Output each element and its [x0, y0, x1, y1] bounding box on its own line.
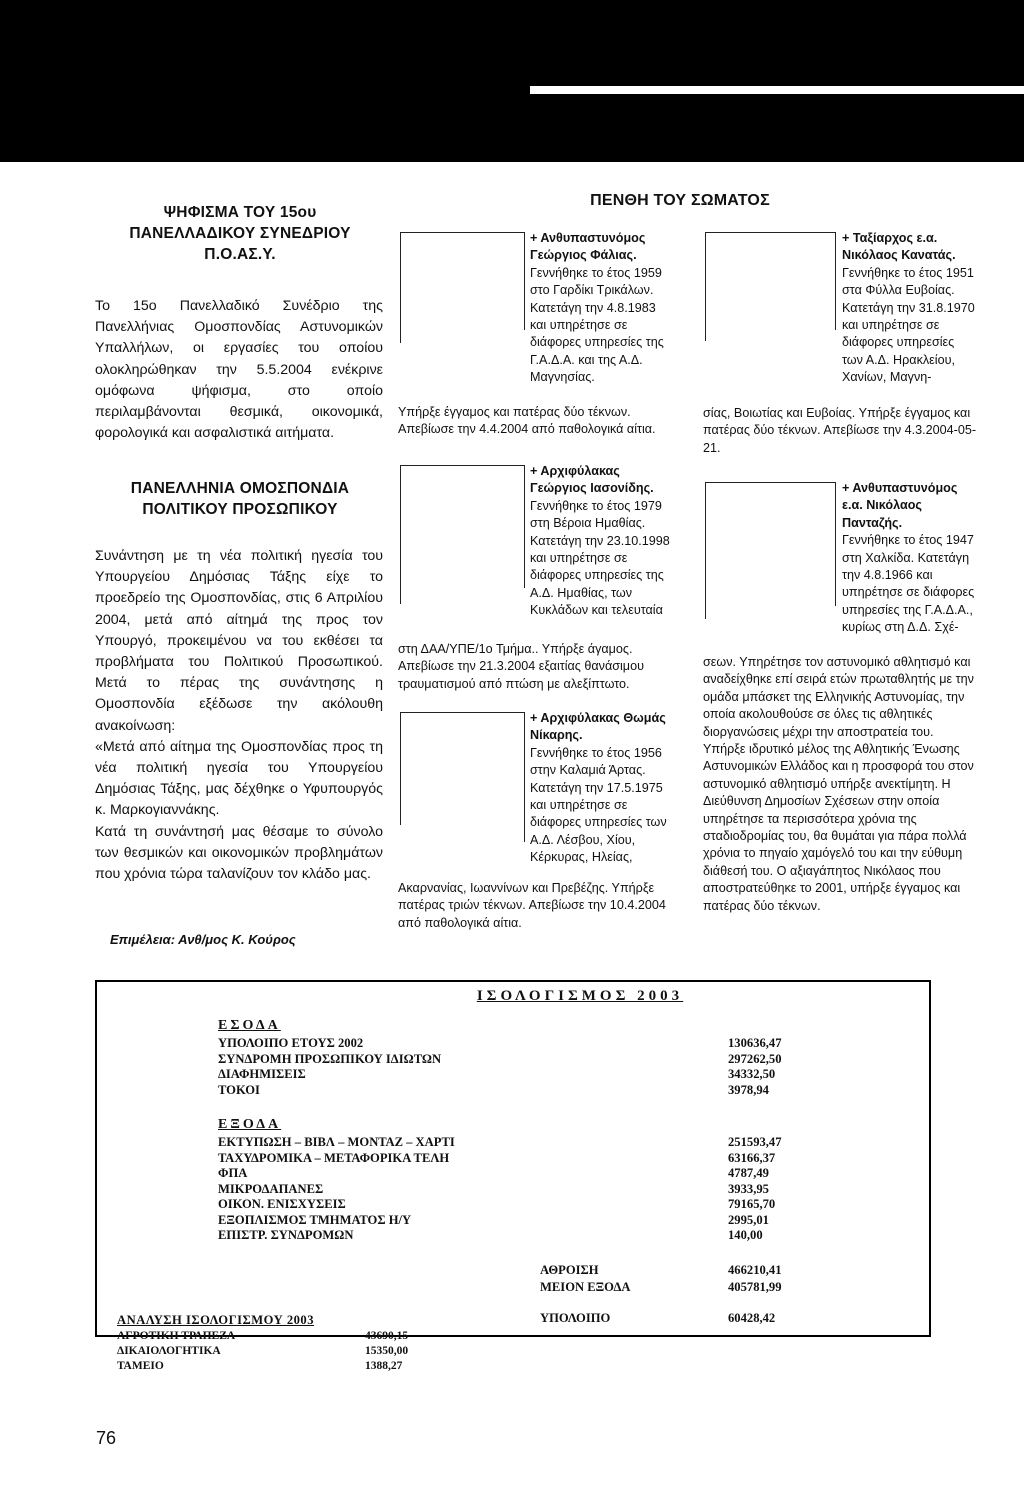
photo-frame-edge: [400, 712, 525, 842]
obituary-text: Γεννήθηκε το έτος 1951 στα Φύλλα Ευβοίας. Κατετάγη την 31.8.1970 και υπηρέτησε σε διάφορες υπηρεσίες των Α.Δ. Ηρακλείου, Χανίων, Μαγνη-: [842, 265, 975, 385]
expense-title: ΕΞΟΔΑ: [218, 1117, 282, 1132]
income-label: ΤΟΚΟΙ: [218, 1082, 260, 1097]
obituary-text: Γεννήθηκε το έτος 1959 στο Γαρδίκι Τρικάλων. Κατετάγη την 4.8.1983 και υπηρέτησε σε διάφορες υπηρεσίες της Γ.Α.Δ.Α. και της Α.Δ. Μαγνησίας.: [530, 265, 664, 385]
obituary-text: Γεννήθηκε το έτος 1956 στην Καλαμιά Άρτας. Κατετάγη την 17.5.1975 και υπηρέτησε σε διάφορες υπηρεσίες των Α.Δ. Λέσβου, Χίου, Κέρκυρας, Ηλείας,: [530, 745, 667, 865]
federation-title: [95, 478, 385, 520]
analysis-value: 43690,15: [365, 1330, 409, 1342]
expense-value: 63166,37: [728, 1150, 776, 1165]
obituary-3-tail: Ακαρνανίας, Ιωαννίνων και Πρεβέζης. Υπήρξε πατέρας τριών τέκνων. Απεβίωσε την 10.4.2004 από παθολογικά αίτια.: [398, 881, 666, 930]
expense-label: ΦΠΑ: [218, 1166, 248, 1180]
expense-value: 251593,47: [728, 1135, 782, 1149]
income-value: 34332,50: [728, 1067, 776, 1081]
photo-frame-edge: [705, 232, 836, 330]
analysis-label: ΑΓΡΟΤΙΚΗ ΤΡΑΠΕΖΑ: [117, 1330, 236, 1342]
obituary-3: [530, 710, 672, 867]
remainder-label: ΥΠΟΛΟΙΠΟ: [540, 1311, 611, 1325]
expense-value: 3933,95: [728, 1181, 769, 1196]
photo-frame-edge: [400, 232, 525, 330]
income-label: ΔΙΑΦΗΜΙΣΕΙΣ: [218, 1067, 306, 1081]
expense-label: ΕΚΤΥΠΩΣΗ – ΒΙΒΛ – ΜΟΝΤΑΖ – ΧΑΡΤΙ: [218, 1135, 455, 1149]
expense-label: ΕΞΟΠΛΙΣΜΟΣ ΤΜΗΜΑΤΟΣ Η/Υ: [218, 1212, 412, 1227]
obituary-2: [530, 463, 672, 620]
analysis-value: 1388,27: [365, 1360, 403, 1372]
analysis-title: ΑΝΑΛΥΣΗ ΙΣΟΛΟΓΙΣΜΟΥ 2003: [117, 1313, 315, 1327]
federation-title-line: ΠΟΛΙΤΙΚΟΥ ΠΡΟΣΩΠΙΚΟΥ: [142, 501, 338, 518]
income-value: 3978,94: [728, 1082, 769, 1097]
expense-value: 2995,01: [728, 1212, 769, 1227]
obituary-name: + Αρχιφύλακας Γεώργιος Ιασονίδης.: [530, 464, 654, 496]
page-number: 76: [96, 1428, 117, 1448]
analysis-value: 15350,00: [365, 1345, 409, 1357]
expense-label: ΟΙΚΟΝ. ΕΝΙΣΧΥΣΕΙΣ: [218, 1197, 346, 1211]
federation-paragraph: Κατά τη συνάντησή μας θέσαμε το σύνολο των θεσμικών και οικονομικών προβλημάτων που χρόνια τώρα ταλανίζουν τον κλάδο μας.: [95, 823, 383, 883]
expense-label: ΕΠΙΣΤΡ. ΣΥΝΔΡΟΜΩΝ: [218, 1228, 354, 1242]
income-title: ΕΣΟΔΑ: [218, 1018, 281, 1033]
expense-value: 140,00: [728, 1228, 763, 1242]
resolution-title-line: ΠΑΝΕΛΛΑΔΙΚΟΥ ΣΥΝΕΔΡΙΟΥ: [129, 225, 351, 242]
obituary-name: + Αρχιφύλακας Θωμάς Νίκαρης.: [530, 711, 666, 743]
minus-expenses-value: 405781,99: [728, 1280, 782, 1294]
expense-label: ΜΙΚΡΟΔΑΠΑΝΕΣ: [218, 1181, 324, 1196]
mourning-title: ΠΕΝΘΗ ΤΟΥ ΣΩΜΑΤΟΣ: [590, 192, 770, 209]
obituary-name: + Ανθυπαστυνόμος ε.α. Νικόλαος Πανταζής.: [842, 481, 958, 530]
editor-signature: Επιμέλεια: Ανθ/μος Κ. Κούρος: [110, 932, 296, 947]
obituary-name: + Ταξίαρχος ε.α. Νικόλαος Κανατάς.: [842, 231, 956, 263]
obituary-text: Γεννήθηκε το έτος 1979 στη Βέροια Ημαθίας. Κατετάγη την 23.10.1998 και υπηρέτησε σε διάφορες υπηρεσίες της Α.Δ. Ημαθίας, των Κυκλάδων και τελευταία: [530, 498, 670, 618]
obituary-1-tail: Υπήρξε έγγαμος και πατέρας δύο τέκνων. Απεβίωσε την 4.4.2004 από παθολογικά αίτια.: [398, 405, 656, 437]
expense-value: 4787,49: [728, 1166, 769, 1180]
expense-label: ΤΑΧΥΔΡΟΜΙΚΑ – ΜΕΤΑΦΟΡΙΚΑ ΤΕΛΗ: [218, 1150, 450, 1165]
federation-paragraph: «Μετά από αίτημα της Ομοσπονδίας προς τη νέα πολιτική ηγεσία του Υπουργείου Δημόσιας Τάξης, μας δέχθηκε ο Υφυπουργός κ. Μαρκογιαννάκης.: [95, 738, 383, 819]
total-value: 466210,41: [728, 1263, 782, 1277]
banner-notch: [530, 86, 1024, 94]
obituary-4: [842, 230, 978, 387]
resolution-title: [95, 202, 385, 265]
resolution-title-line: Π.Ο.ΑΣ.Υ.: [204, 246, 276, 263]
expense-value: 79165,70: [728, 1197, 776, 1211]
resolution-title-line: ΨΗΦΙΣΜΑ ΤΟΥ 15ου: [163, 204, 317, 221]
obituary-5-tail: σεων. Υπηρέτησε τον αστυνομικό αθλητισμό και αναδείχθηκε επί σειρά ετών πρωταθλητής με την ομάδα μπάσκετ της Ελληνικής Αστυνομίας, την οποία ακολουθούσε σε όλες τις αθλητικές διοργανώσεις μέχρι την αποστρατεία του. Υπήρξε ιδρυτικό μέλος της Αθλητικής Ένωσης Αστυνομικών Ελλάδος και η προσφορά του στον αστυνομικό αθλητισμό υπήρξε ανεκτίμητη. Η Διεύθυνση Δημοσίων Σχέσεων στην οποία υπηρέτησε τα περισσότερα χρόνια της σταδιοδρομίας του, θα θυμάται για πάρα πολλά χρόνια το πηγαίο χαμόγελό του και την εύθυμη διάθεσή του. Ο αξιαγάπητος Νικόλαος που αποστρατεύθηκε το 2001, υπήρξε έγγαμος και πατέρας δύο τέκνων.: [703, 655, 974, 913]
obituary-2-tail: στη ΔΑΑ/ΥΠΕ/1ο Τμήμα.. Υπήρξε άγαμος. Απεβίωσε την 21.3.2004 εξαιτίας θανάσιμου τραυματισμού από πτώση με αλεξίπτωτο.: [398, 642, 644, 691]
photo-frame-edge: [705, 482, 836, 606]
income-value: 130636,47: [728, 1036, 782, 1050]
resolution-paragraph: Το 15ο Πανελλαδικό Συνέδριο της Πανελλήνιας Ομοσπονδίας Αστυνομικών Υπαλλήλων, οι εργασίες του οποίου ολοκληρώθηκαν την 5.5.2004 ενέκρινε ομόφωνα ψήφισμα, στο οποίο περιλαμβάνονται θεσμικά, οικονομικά, φορολογικά και ασφαλιστικά αιτήματα.: [95, 298, 383, 442]
obituary-4-tail: σίας, Βοιωτίας και Ευβοίας. Υπήρξε έγγαμος και πατέρας δύο τέκνων. Απεβίωσε την 4.3.2004-05-21.: [703, 406, 977, 455]
balance-title: ΙΣΟΛΟΓΙΣΜΟΣ 2003: [476, 988, 684, 1004]
photo-frame-edge: [400, 465, 525, 588]
federation-paragraph: Συνάντηση με τη νέα πολιτική ηγεσία του Υπουργείου Δημόσιας Τάξης είχε το προεδρείο της Ομοσπονδίας, στις 6 Απριλίου 2004, μετά από αίτημά της προς τον Υπουργό, προκειμένου να του εκθέσει τα προβλήματα του Πολιτικού Προσωπικού. Μετά το πέρας της συνάντησης η Ομοσπονδία εξέδωσε την ακόλουθη ανακοίνωση:: [95, 548, 383, 734]
analysis-label: ΔΙΚΑΙΟΛΟΓΗΤΙΚΑ: [117, 1345, 221, 1357]
remainder-value: 60428,42: [728, 1311, 776, 1325]
top-black-banner: [0, 0, 1024, 162]
obituary-1: [530, 230, 672, 387]
total-label: ΑΘΡΟΙΣΗ: [540, 1263, 599, 1277]
income-label: ΣΥΝΔΡΟΜΗ ΠΡΟΣΩΠΙΚΟΥ ΙΔΙΩΤΩΝ: [218, 1051, 442, 1066]
analysis-label: ΤΑΜΕΙΟ: [117, 1360, 164, 1372]
federation-title-line: ΠΑΝΕΛΛΗΝΙΑ ΟΜΟΣΠΟΝΔΙΑ: [130, 480, 350, 497]
income-value: 297262,50: [728, 1051, 782, 1066]
federation-text: [95, 546, 383, 885]
resolution-text: [95, 296, 383, 444]
minus-expenses-label: ΜΕΙΟΝ ΕΞΟΔΑ: [540, 1280, 631, 1294]
obituary-5: [842, 480, 978, 637]
income-label: ΥΠΟΛΟΙΠΟ ΕΤΟΥΣ 2002: [218, 1036, 364, 1050]
obituary-name: + Ανθυπαστυνόμος Γεώργιος Φάλιας.: [530, 231, 646, 263]
obituary-text: Γεννήθηκε το έτος 1947 στη Χαλκίδα. Κατετάγη την 4.8.1966 και υπηρέτησε σε διάφορες υπηρεσίες της Γ.Α.Δ.Α., κυρίως στη Δ.Δ. Σχέ-: [842, 533, 975, 635]
